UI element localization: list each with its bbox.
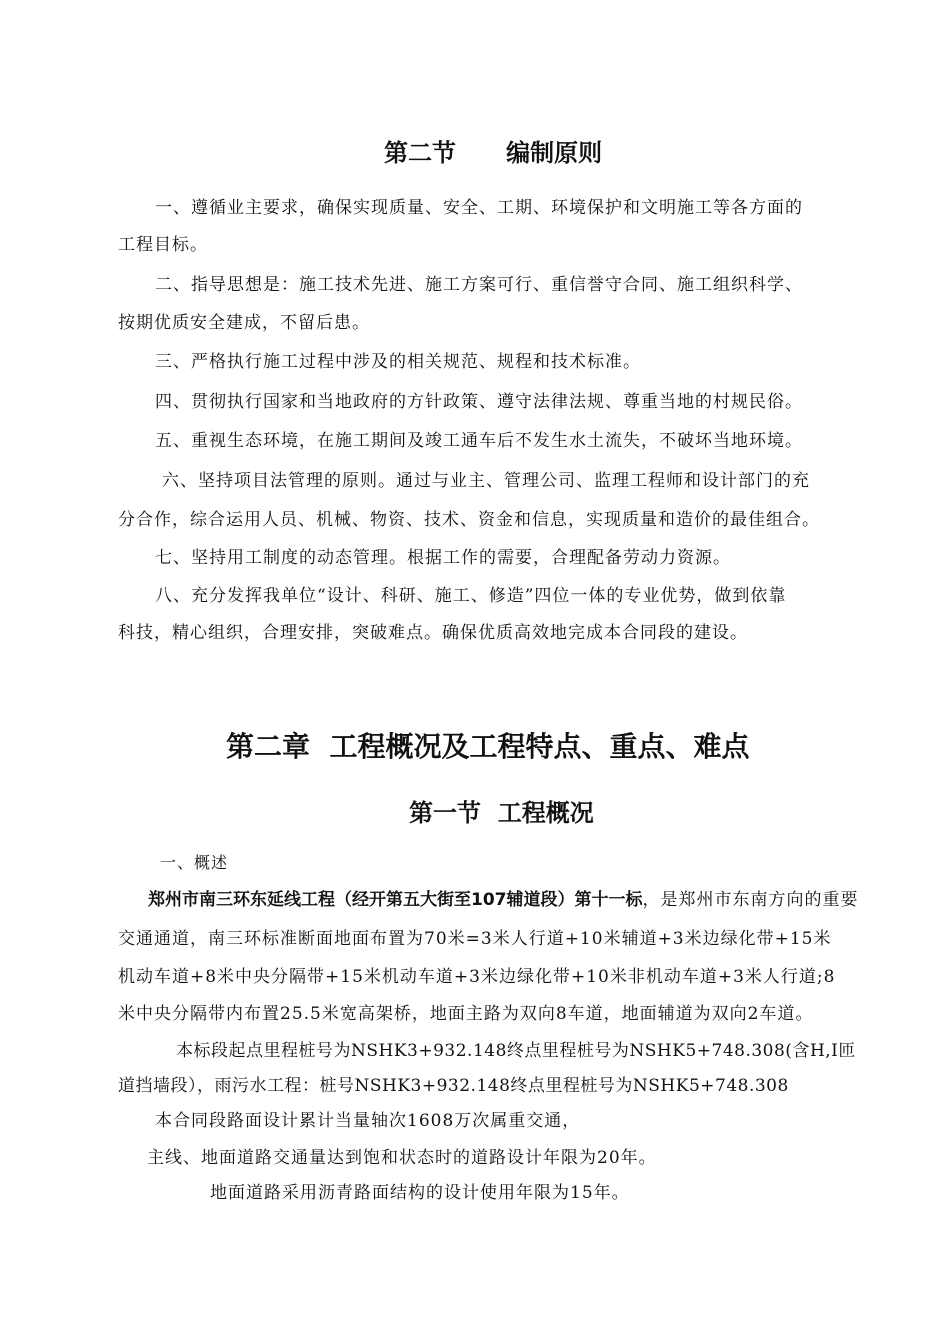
overview-first-line <box>148 890 859 910</box>
principle-line: 六、坚持项目法管理的原则。通过与业主、管理公司、监理工程师和设计部门的充 <box>162 471 810 491</box>
section-title: 第二节 编制原则 <box>384 139 603 167</box>
project-name: 郑州市南三环东延线工程（经开第五大街至107辅道段）第十一标 <box>148 890 643 910</box>
overview-line: 道挡墙段），雨污水工程：桩号NSHK3+932.148终点里程桩号为NSHK5+748.308 <box>118 1076 789 1096</box>
principle-line: 一、遵循业主要求，确保实现质量、安全、工期、环境保护和文明施工等各方面的 <box>155 198 803 218</box>
principle-line: 工程目标。 <box>118 235 208 255</box>
principle-line: 八、充分发挥我单位“设计、科研、施工、修造”四位一体的专业优势，做到依靠 <box>155 586 787 606</box>
overview-line: 主线、地面道路交通量达到饱和状态时的道路设计年限为20年。 <box>147 1148 657 1168</box>
overview-heading: 一、概述 <box>160 853 229 872</box>
principle-line: 按期优质安全建成，不留后患。 <box>118 313 370 333</box>
overview-line: 交通通道，南三环标准断面地面布置为70米=3米人行道+10米辅道+3米边绿化带+15米 <box>118 929 832 949</box>
principle-line: 四、贯彻执行国家和当地政府的方针政策、遵守法律法规、尊重当地的村规民俗。 <box>155 392 803 412</box>
overview-line: 本标段起点里程桩号为NSHK3+932.148终点里程桩号为NSHK5+748.308(含H,I匝 <box>176 1041 856 1061</box>
principle-line: 科技，精心组织，合理安排，突破难点。确保优质高效地完成本合同段的建设。 <box>118 623 748 643</box>
overview-line: 本合同段路面设计累计当量轴次1608万次属重交通， <box>155 1111 581 1131</box>
project-desc: ，是郑州市东南方向的重要 <box>642 890 859 910</box>
overview-line: 地面道路采用沥青路面结构的设计使用年限为15年。 <box>210 1183 630 1203</box>
principle-line: 七、坚持用工制度的动态管理。根据工作的需要，合理配备劳动力资源。 <box>155 548 731 568</box>
principle-line: 三、严格执行施工过程中涉及的相关规范、规程和技术标准。 <box>155 352 641 372</box>
chapter-title: 第二章 工程概况及工程特点、重点、难点 <box>226 730 750 763</box>
overview-line: 机动车道+8米中央分隔带+15米机动车道+3米边绿化带+10米非机动车道+3米人行道;8 <box>118 967 836 987</box>
chapter-subtitle: 第一节 工程概况 <box>409 799 594 827</box>
principle-line: 二、指导思想是：施工技术先进、施工方案可行、重信誉守合同、施工组织科学、 <box>155 275 803 295</box>
principle-line: 分合作，综合运用人员、机械、物资、技术、资金和信息，实现质量和造价的最佳组合。 <box>118 510 820 530</box>
overview-line: 米中央分隔带内布置25.5米宽高架桥，地面主路为双向8车道，地面辅道为双向2车道。 <box>118 1004 814 1024</box>
principle-line: 五、重视生态环境，在施工期间及竣工通车后不发生水土流失，不破坏当地环境。 <box>155 431 803 451</box>
